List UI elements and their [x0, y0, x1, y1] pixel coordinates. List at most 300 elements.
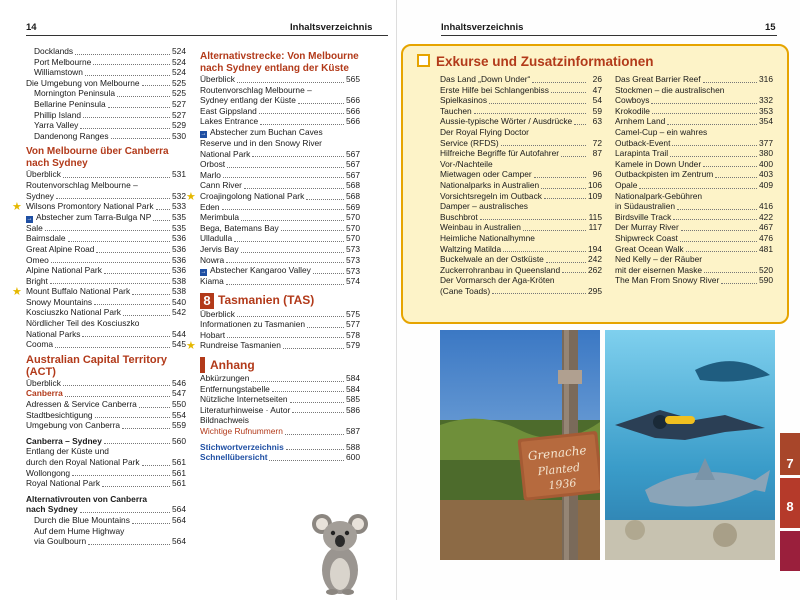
- entry-title: [26, 244, 94, 255]
- toc-entry[interactable]: [26, 468, 186, 479]
- entry-title: [26, 318, 139, 329]
- dot-leader: [237, 82, 344, 83]
- entry-label: Wollongong: [26, 467, 71, 478]
- page-ref: 536: [172, 265, 186, 276]
- entry-label: Rundreise Tasmanien: [200, 340, 281, 351]
- left-running-title: Inhaltsverzeichnis: [290, 22, 373, 33]
- dot-leader: [156, 209, 170, 210]
- entry-label: Erste Hilfe bei Schlangenbiss: [440, 84, 549, 95]
- toc-entry[interactable]: [26, 223, 186, 234]
- entry-label: Routenvorschlag Melbourne –: [200, 84, 312, 95]
- dot-leader: [244, 188, 344, 189]
- dot-leader: [65, 396, 170, 397]
- entry-label: Jervis Bay: [200, 243, 239, 254]
- entry-title: [200, 340, 281, 351]
- toc-entry[interactable]: [615, 233, 773, 244]
- dot-leader: [45, 230, 170, 231]
- dot-leader: [80, 128, 170, 129]
- dot-leader: [544, 198, 586, 199]
- entry-label: Bildnachweis: [200, 415, 249, 426]
- toc-entry[interactable]: [26, 120, 186, 131]
- entry-title: [440, 180, 539, 191]
- entry-label: Überblick: [26, 377, 61, 388]
- entry-title: [200, 405, 290, 416]
- toc-entry[interactable]: [26, 420, 186, 431]
- page-ref: 316: [759, 74, 773, 84]
- dot-leader: [306, 199, 344, 200]
- toc-entry[interactable]: [615, 148, 773, 159]
- toc-entry[interactable]: [26, 131, 186, 142]
- page-ref: 529: [172, 120, 186, 131]
- entry-label: Docklands: [34, 46, 74, 56]
- toc-entry[interactable]: [26, 436, 186, 447]
- toc-entry[interactable]: [200, 95, 360, 106]
- toc-entry[interactable]: [440, 244, 602, 255]
- page-ref: 561: [172, 478, 186, 489]
- entry-title: [200, 319, 305, 330]
- entry-label: National Park: [200, 148, 251, 159]
- entry-label: Canberra: [26, 388, 63, 399]
- toc-entry[interactable]: [200, 116, 360, 127]
- toc-entry[interactable]: [200, 265, 360, 276]
- page-ref: 377: [759, 137, 773, 148]
- dot-leader: [102, 486, 170, 487]
- star-icon: ★: [12, 200, 22, 213]
- dot-leader: [108, 107, 170, 108]
- entry-title: [440, 85, 549, 96]
- dot-leader: [132, 294, 170, 295]
- page-ref: 531: [172, 169, 186, 180]
- page-ref: 561: [172, 457, 186, 467]
- toc-entry[interactable]: [26, 410, 186, 421]
- right-running-title: Inhaltsverzeichnis: [441, 22, 524, 33]
- chapter-tab-7[interactable]: 7: [780, 433, 800, 475]
- toc-entry[interactable]: [440, 106, 602, 117]
- toc-entry[interactable]: [440, 116, 602, 127]
- toc-entry[interactable]: [200, 233, 360, 244]
- entry-title: [34, 536, 86, 547]
- page-ref: 527: [172, 98, 186, 109]
- toc-entry[interactable]: [615, 74, 773, 85]
- toc-text-line: [26, 494, 186, 505]
- dot-leader: [501, 145, 586, 146]
- entry-title: [26, 329, 80, 340]
- entry-title: [200, 394, 288, 405]
- page-ref: 536: [172, 254, 186, 265]
- arrow-right-icon: →: [200, 130, 207, 137]
- page-ref: 422: [759, 211, 773, 222]
- dot-leader: [111, 138, 170, 139]
- entry-label: Stadtbesichtigung: [26, 409, 93, 420]
- entry-title: [440, 222, 521, 233]
- toc-entry[interactable]: [26, 57, 186, 68]
- toc-entry[interactable]: [200, 202, 360, 213]
- entry-label: Buckelwale an der Ostküste: [440, 254, 544, 265]
- entry-label: Cann River: [200, 180, 242, 191]
- toc-entry[interactable]: [615, 159, 773, 170]
- entry-label: Wilsons Promontory National Park: [26, 201, 154, 212]
- page-ref: 554: [172, 409, 186, 420]
- entry-title: [440, 159, 493, 170]
- entry-label: Durch die Blue Mountains: [34, 514, 130, 525]
- entry-title: [200, 452, 267, 463]
- toc-entry[interactable]: [200, 244, 360, 255]
- toc-entry[interactable]: [26, 457, 186, 468]
- entry-label: Der Royal Flying Doctor: [440, 126, 529, 137]
- toc-text-line: [26, 526, 186, 537]
- entry-title: [26, 478, 100, 489]
- toc-entry[interactable]: [26, 297, 186, 308]
- toc-entry[interactable]: [200, 319, 360, 330]
- page-ref: 538: [172, 275, 186, 286]
- dot-leader: [241, 252, 344, 253]
- dot-leader: [259, 113, 344, 114]
- toc-entry[interactable]: [440, 254, 602, 265]
- toc-entry[interactable]: [26, 169, 186, 180]
- entry-label: Hilfreiche Begriffe für Autofahrer: [440, 148, 560, 159]
- entry-title: [34, 67, 83, 78]
- toc-entry[interactable]: [26, 67, 186, 78]
- page-ref: 564: [172, 504, 186, 515]
- dot-leader: [474, 113, 586, 114]
- toc-entry[interactable]: [615, 212, 773, 223]
- entry-label: Outbackpisten im Zentrum: [615, 169, 714, 180]
- toc-text-line: [26, 318, 186, 329]
- toc-entry[interactable]: [200, 159, 360, 170]
- entry-title: [34, 57, 91, 68]
- toc-entry[interactable]: [26, 399, 186, 410]
- entry-title: [26, 504, 78, 515]
- toc-entry[interactable]: [26, 212, 186, 223]
- entry-label: Heimliche Nationalhymne: [440, 232, 535, 243]
- entry-title: [26, 457, 140, 468]
- page-ref: 590: [759, 275, 773, 286]
- entry-label: Kamele in Down Under: [615, 158, 702, 169]
- dot-leader: [680, 241, 757, 242]
- toc-entry[interactable]: [26, 255, 186, 266]
- toc-entry[interactable]: [200, 170, 360, 181]
- toc-text-line: [615, 127, 773, 138]
- page-ref: 47: [592, 84, 602, 95]
- entry-label: The Man From Snowy River: [615, 275, 720, 286]
- entry-label: Vorsichtsregeln im Outback: [440, 190, 542, 201]
- toc-entry[interactable]: [200, 255, 360, 266]
- entry-label: Shipwreck Coast: [615, 232, 678, 243]
- entry-title: [615, 95, 649, 106]
- entry-title: [440, 212, 478, 223]
- toc-entry[interactable]: [26, 276, 186, 287]
- toc-entry[interactable]: [440, 180, 602, 191]
- toc-entry[interactable]: [200, 180, 360, 191]
- toc-entry[interactable]: [26, 504, 186, 515]
- dot-leader: [523, 230, 586, 231]
- toc-entry[interactable]: [440, 169, 602, 180]
- dot-leader: [241, 220, 344, 221]
- toc-entry[interactable]: [12, 285, 186, 298]
- toc-entry[interactable]: [26, 78, 186, 89]
- entry-title: [26, 388, 63, 399]
- chapter-tab-8[interactable]: 8: [780, 478, 800, 528]
- toc-entry[interactable]: [615, 180, 773, 191]
- toc-entry[interactable]: [26, 536, 186, 547]
- toc-entry[interactable]: [12, 200, 186, 213]
- entry-title: [26, 307, 121, 318]
- toc-text-line: [26, 446, 186, 457]
- entry-label: Die Umgebung von Melbourne: [26, 77, 140, 88]
- sign-line-3: 1936: [547, 476, 578, 493]
- entry-label: Wichtige Rufnummern: [200, 426, 283, 437]
- page-ref: 520: [759, 264, 773, 275]
- toc-text-line: [440, 159, 602, 170]
- entry-label: Bellarine Peninsula: [34, 98, 106, 109]
- entry-title: [440, 191, 542, 202]
- entry-title: [26, 255, 49, 266]
- toc-entry[interactable]: [200, 452, 360, 463]
- entry-title: [26, 212, 151, 223]
- page-ref: 574: [346, 276, 360, 287]
- entry-title: [26, 420, 120, 431]
- toc-entry[interactable]: [200, 426, 360, 437]
- page-ref: 544: [172, 328, 186, 339]
- toc-entry[interactable]: [26, 244, 186, 255]
- toc-entry[interactable]: [200, 442, 360, 453]
- page-ref: 588: [346, 441, 360, 452]
- page-ref: 416: [759, 201, 773, 212]
- toc-entry[interactable]: [26, 515, 186, 526]
- page-ref: 295: [588, 285, 602, 296]
- entry-label: Yarra Valley: [34, 120, 79, 131]
- entry-title: [200, 138, 322, 149]
- toc-entry[interactable]: [615, 265, 773, 276]
- dot-leader: [104, 443, 170, 444]
- dot-leader: [227, 337, 344, 338]
- dot-leader: [480, 219, 586, 220]
- entry-title: [615, 138, 670, 149]
- entry-title: [26, 297, 92, 308]
- toc-entry[interactable]: [615, 169, 773, 180]
- toc-entry[interactable]: [186, 340, 360, 353]
- toc-entry[interactable]: [26, 110, 186, 121]
- toc-entry[interactable]: [615, 95, 773, 106]
- page-ref: 566: [346, 95, 360, 106]
- toc-entry[interactable]: [615, 222, 773, 233]
- dot-leader: [313, 273, 344, 274]
- entry-title: [440, 138, 499, 149]
- toc-entry[interactable]: [26, 329, 186, 340]
- entry-title: [34, 120, 78, 131]
- entry-label: Great Alpine Road: [26, 243, 95, 254]
- toc-entry[interactable]: [200, 149, 360, 160]
- entry-title: [200, 442, 284, 453]
- dot-leader: [93, 64, 170, 65]
- entry-title: [200, 74, 235, 85]
- dot-leader: [298, 103, 344, 104]
- dot-leader: [562, 272, 586, 273]
- toc-entry[interactable]: [440, 138, 602, 149]
- toc-entry[interactable]: [26, 265, 186, 276]
- entry-label: Entfernungstabelle: [200, 383, 270, 394]
- toc-text-line: [615, 191, 773, 202]
- toc-entry[interactable]: [615, 201, 773, 212]
- dot-leader: [492, 293, 586, 294]
- dot-leader: [269, 460, 344, 461]
- dot-leader: [226, 262, 344, 263]
- dot-leader: [561, 156, 586, 157]
- entry-title: [440, 254, 544, 265]
- toc-entry[interactable]: [615, 244, 773, 255]
- page-ref: 561: [172, 467, 186, 478]
- entry-title: [200, 191, 304, 202]
- section-heading: nach Sydney entlang der Küste: [200, 62, 349, 74]
- entry-label: Waltzing Matilda: [440, 243, 502, 254]
- toc-entry[interactable]: [200, 405, 360, 416]
- toc-entry[interactable]: [440, 222, 602, 233]
- entry-label: Nowra: [200, 254, 225, 265]
- page-ref: 59: [592, 105, 602, 116]
- page-ref: 380: [759, 148, 773, 159]
- entry-label: Stockmen – die australischen: [615, 84, 725, 95]
- dot-leader: [132, 523, 170, 524]
- toc-entry[interactable]: [26, 233, 186, 244]
- entry-label: Sale: [26, 222, 43, 233]
- page-ref: 409: [759, 179, 773, 190]
- dot-leader: [63, 177, 170, 178]
- left-page: [0, 0, 396, 600]
- toc-entry[interactable]: [615, 275, 773, 286]
- toc-entry[interactable]: [615, 138, 773, 149]
- toc-entry[interactable]: [615, 106, 773, 117]
- entry-label: Überblick: [200, 74, 235, 84]
- dot-leader: [574, 124, 586, 125]
- entry-title: [26, 180, 138, 191]
- entry-title: [615, 127, 707, 138]
- toc-text-line: [200, 85, 360, 96]
- entry-label: Williamstown: [34, 67, 83, 78]
- entry-title: [615, 201, 675, 212]
- toc-entry[interactable]: [200, 384, 360, 395]
- toc-text-line: [440, 233, 602, 244]
- page-ref: 545: [172, 339, 186, 350]
- entry-label: Service (RFDS): [440, 137, 499, 148]
- page-ref: 332: [759, 95, 773, 106]
- toc-entry[interactable]: [615, 116, 773, 127]
- entry-label: Literaturhinweise · Autor: [200, 404, 291, 415]
- entry-label: Weinbau in Australien: [440, 222, 521, 233]
- page-ref: 525: [172, 77, 186, 88]
- toc-entry[interactable]: [200, 223, 360, 234]
- toc-entry[interactable]: [440, 85, 602, 96]
- toc-entry[interactable]: [26, 99, 186, 110]
- entry-label: Opale: [615, 179, 638, 190]
- toc-entry[interactable]: [26, 191, 186, 202]
- page-ref: 26: [592, 74, 602, 84]
- vineyard-photo: [440, 330, 600, 560]
- entry-label: Great Ocean Walk: [615, 243, 684, 254]
- page-ref: 538: [172, 286, 186, 297]
- page-ref: 550: [172, 399, 186, 410]
- page-ref: 540: [172, 296, 186, 307]
- entry-title: [200, 415, 249, 426]
- entry-label: East Gippsland: [200, 105, 257, 116]
- page-ref: 72: [592, 137, 602, 148]
- dot-leader: [226, 284, 344, 285]
- entry-label: Ned Kelly – der Räuber: [615, 254, 703, 265]
- entry-label: Alternativrouten von Canberra: [26, 493, 147, 504]
- dot-leader: [63, 385, 170, 386]
- dot-leader: [139, 407, 170, 408]
- page-ref: 567: [346, 159, 360, 170]
- entry-label: Adressen & Service Canberra: [26, 399, 137, 410]
- entry-label: Buschbrot: [440, 211, 478, 222]
- toc-entry[interactable]: [200, 373, 360, 384]
- toc-entry[interactable]: [26, 378, 186, 389]
- dot-leader: [681, 230, 757, 231]
- toc-entry[interactable]: [440, 148, 602, 159]
- toc-entry[interactable]: [200, 106, 360, 117]
- toc-entry[interactable]: [200, 309, 360, 320]
- toc-entry[interactable]: [26, 88, 186, 99]
- left-head-rule: [26, 35, 388, 36]
- toc-entry[interactable]: [26, 307, 186, 318]
- entry-label: Das Land „Down Under“: [440, 74, 531, 84]
- toc-entry[interactable]: [200, 394, 360, 405]
- toc-entry[interactable]: [200, 74, 360, 85]
- toc-entry[interactable]: [26, 478, 186, 489]
- toc-entry[interactable]: [26, 339, 186, 350]
- exkurse-box: [401, 44, 789, 324]
- entry-title: [200, 265, 311, 276]
- page-ref: 566: [346, 105, 360, 116]
- toc-entry[interactable]: [440, 191, 602, 202]
- chapter-tab-appendix[interactable]: [780, 531, 800, 571]
- page-ref: 524: [172, 67, 186, 78]
- page-ref: 535: [172, 222, 186, 233]
- entry-label: Abkürzungen: [200, 373, 250, 384]
- entry-title: [26, 410, 93, 421]
- entry-title: [440, 74, 530, 85]
- toc-entry[interactable]: [440, 286, 602, 297]
- toc-entry[interactable]: [186, 190, 360, 203]
- dot-leader: [651, 103, 757, 104]
- page-ref: 527: [172, 109, 186, 120]
- entry-title: [615, 159, 701, 170]
- toc-entry[interactable]: [440, 95, 602, 106]
- toc-entry[interactable]: [26, 388, 186, 399]
- dot-leader: [286, 449, 344, 450]
- page-ref: 63: [592, 116, 602, 127]
- entry-title: [200, 85, 312, 96]
- toc-entry[interactable]: [200, 330, 360, 341]
- toc-entry[interactable]: [440, 265, 602, 276]
- toc-entry[interactable]: [440, 212, 602, 223]
- toc-entry[interactable]: [440, 74, 602, 85]
- entry-title: [440, 169, 532, 180]
- toc-entry[interactable]: [200, 276, 360, 287]
- exkurse-column-2: [615, 74, 773, 286]
- entry-label: Snowy Mountains: [26, 296, 93, 307]
- entry-title: [200, 244, 239, 255]
- entry-title: [26, 339, 53, 350]
- toc-entry[interactable]: [26, 46, 186, 57]
- page-ref: 560: [172, 435, 186, 446]
- entry-label: Umgebung von Canberra: [26, 420, 121, 431]
- dot-leader: [68, 241, 170, 242]
- entry-title: [26, 494, 147, 505]
- left-toc-column-1: [12, 46, 186, 547]
- toc-entry[interactable]: [200, 212, 360, 223]
- chapter-number: 8: [200, 293, 214, 309]
- chapter-heading: [200, 293, 360, 309]
